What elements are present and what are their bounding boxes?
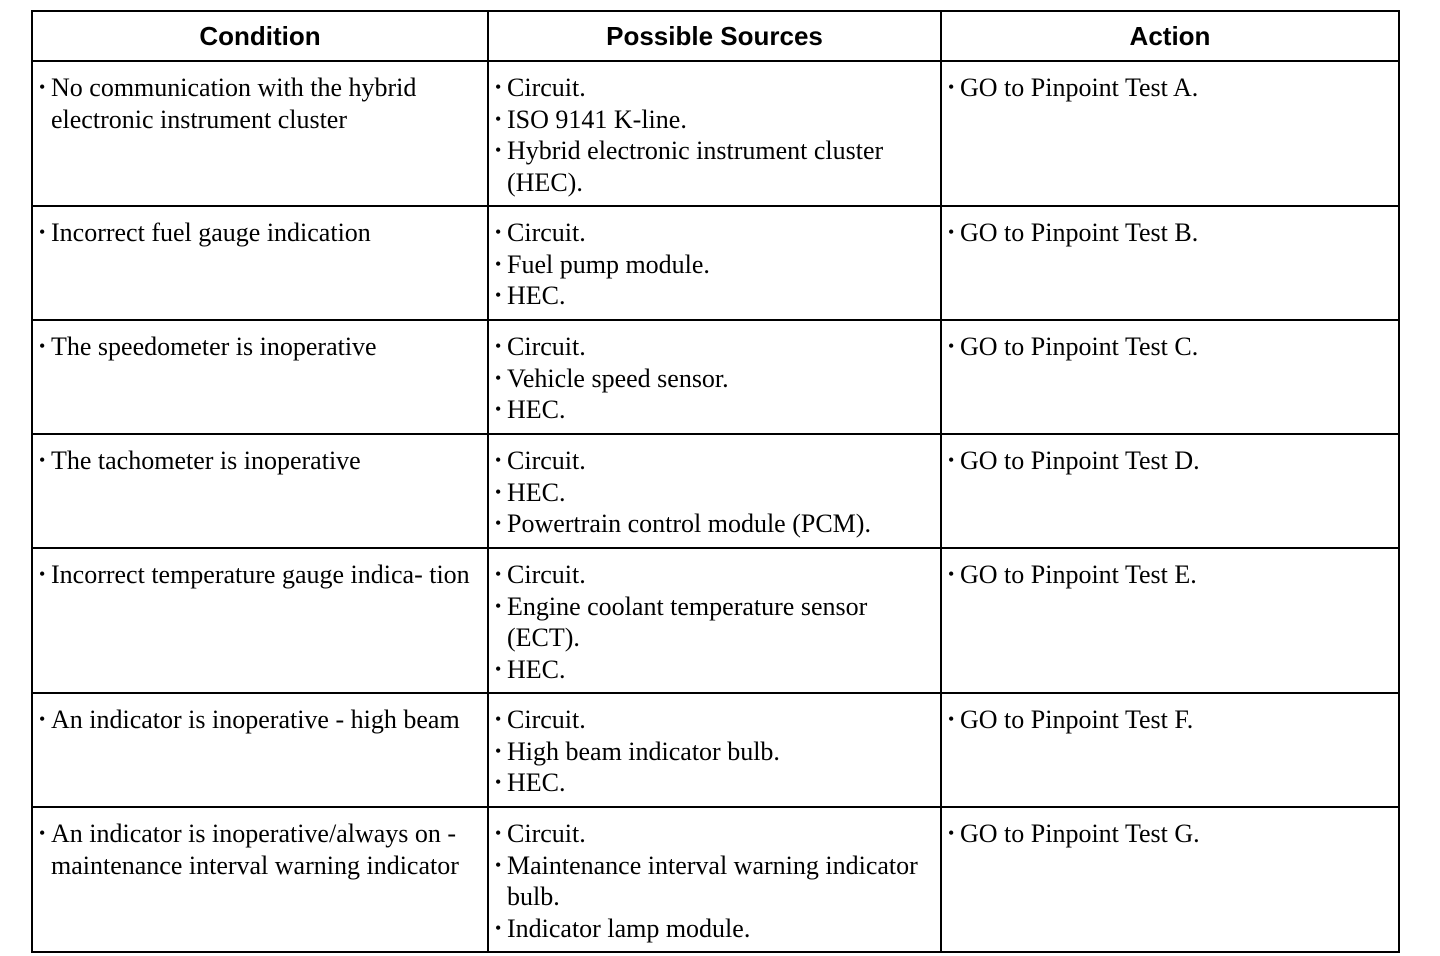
action-text: • GO to Pinpoint Test A. [948, 72, 1390, 104]
condition-text: • The tachometer is inoperative [39, 445, 479, 477]
condition-text: • The speedometer is inoperative [39, 331, 479, 363]
action-text: • GO to Pinpoint Test E. [948, 559, 1390, 591]
action-cell [941, 807, 1399, 952]
header-possible-sources: Possible Sources [488, 11, 941, 61]
condition-text: • Incorrect temperature gauge indica- tion [39, 559, 479, 591]
condition-text: • An indicator is inoperative - high beam [39, 704, 479, 736]
table-row [32, 548, 1399, 693]
source-item: • HEC. [495, 767, 932, 799]
sources-cell [488, 206, 941, 320]
sources-cell [488, 320, 941, 434]
diagnostic-table [31, 10, 1400, 953]
action-cell [941, 548, 1399, 693]
table-row [32, 320, 1399, 434]
sources-cell [488, 61, 941, 206]
action-text: • GO to Pinpoint Test F. [948, 704, 1390, 736]
source-item: • Vehicle speed sensor. [495, 363, 932, 395]
header-action: Action [941, 11, 1399, 61]
header-condition: Condition [32, 11, 488, 61]
condition-cell [32, 206, 488, 320]
source-item: • Indicator lamp module. [495, 913, 932, 945]
source-item: • HEC. [495, 654, 932, 686]
source-item: • High beam indicator bulb. [495, 736, 932, 768]
sources-cell [488, 548, 941, 693]
table-row [32, 206, 1399, 320]
condition-text: • No communication with the hybrid electronic instrument cluster [39, 72, 479, 135]
source-item: • HEC. [495, 280, 932, 312]
condition-cell [32, 61, 488, 206]
source-item: • Powertrain control module (PCM). [495, 508, 932, 540]
condition-text: • Incorrect fuel gauge indication [39, 217, 479, 249]
source-item: • Circuit. [495, 559, 932, 591]
source-item: • Circuit. [495, 217, 932, 249]
sources-cell [488, 807, 941, 952]
source-item: • HEC. [495, 477, 932, 509]
action-cell [941, 206, 1399, 320]
action-cell [941, 61, 1399, 206]
source-item: • HEC. [495, 394, 932, 426]
action-text: • GO to Pinpoint Test B. [948, 217, 1390, 249]
action-text: • GO to Pinpoint Test D. [948, 445, 1390, 477]
condition-cell [32, 693, 488, 807]
header-row [32, 11, 1399, 61]
source-item: • Circuit. [495, 72, 932, 104]
source-item: • Hybrid electronic instrument cluster (HEC). [495, 135, 932, 198]
action-text: • GO to Pinpoint Test C. [948, 331, 1390, 363]
table-row [32, 693, 1399, 807]
source-item: • Circuit. [495, 331, 932, 363]
table-row [32, 61, 1399, 206]
source-item: • Maintenance interval warning indicator bulb. [495, 850, 932, 913]
source-item: • ISO 9141 K-line. [495, 104, 932, 136]
source-item: • Circuit. [495, 704, 932, 736]
action-cell [941, 693, 1399, 807]
action-cell [941, 320, 1399, 434]
condition-text: • An indicator is inoperative/always on - maintenance interval warning indicator [39, 818, 479, 881]
condition-cell [32, 434, 488, 548]
source-item: • Circuit. [495, 445, 932, 477]
action-cell [941, 434, 1399, 548]
source-item: • Fuel pump module. [495, 249, 932, 281]
condition-cell [32, 807, 488, 952]
action-text: • GO to Pinpoint Test G. [948, 818, 1390, 850]
table-row [32, 434, 1399, 548]
table-row [32, 807, 1399, 952]
source-item: • Circuit. [495, 818, 932, 850]
condition-cell [32, 320, 488, 434]
source-item: • Engine coolant temperature sensor (ECT). [495, 591, 932, 654]
condition-cell [32, 548, 488, 693]
sources-cell [488, 434, 941, 548]
sources-cell [488, 693, 941, 807]
